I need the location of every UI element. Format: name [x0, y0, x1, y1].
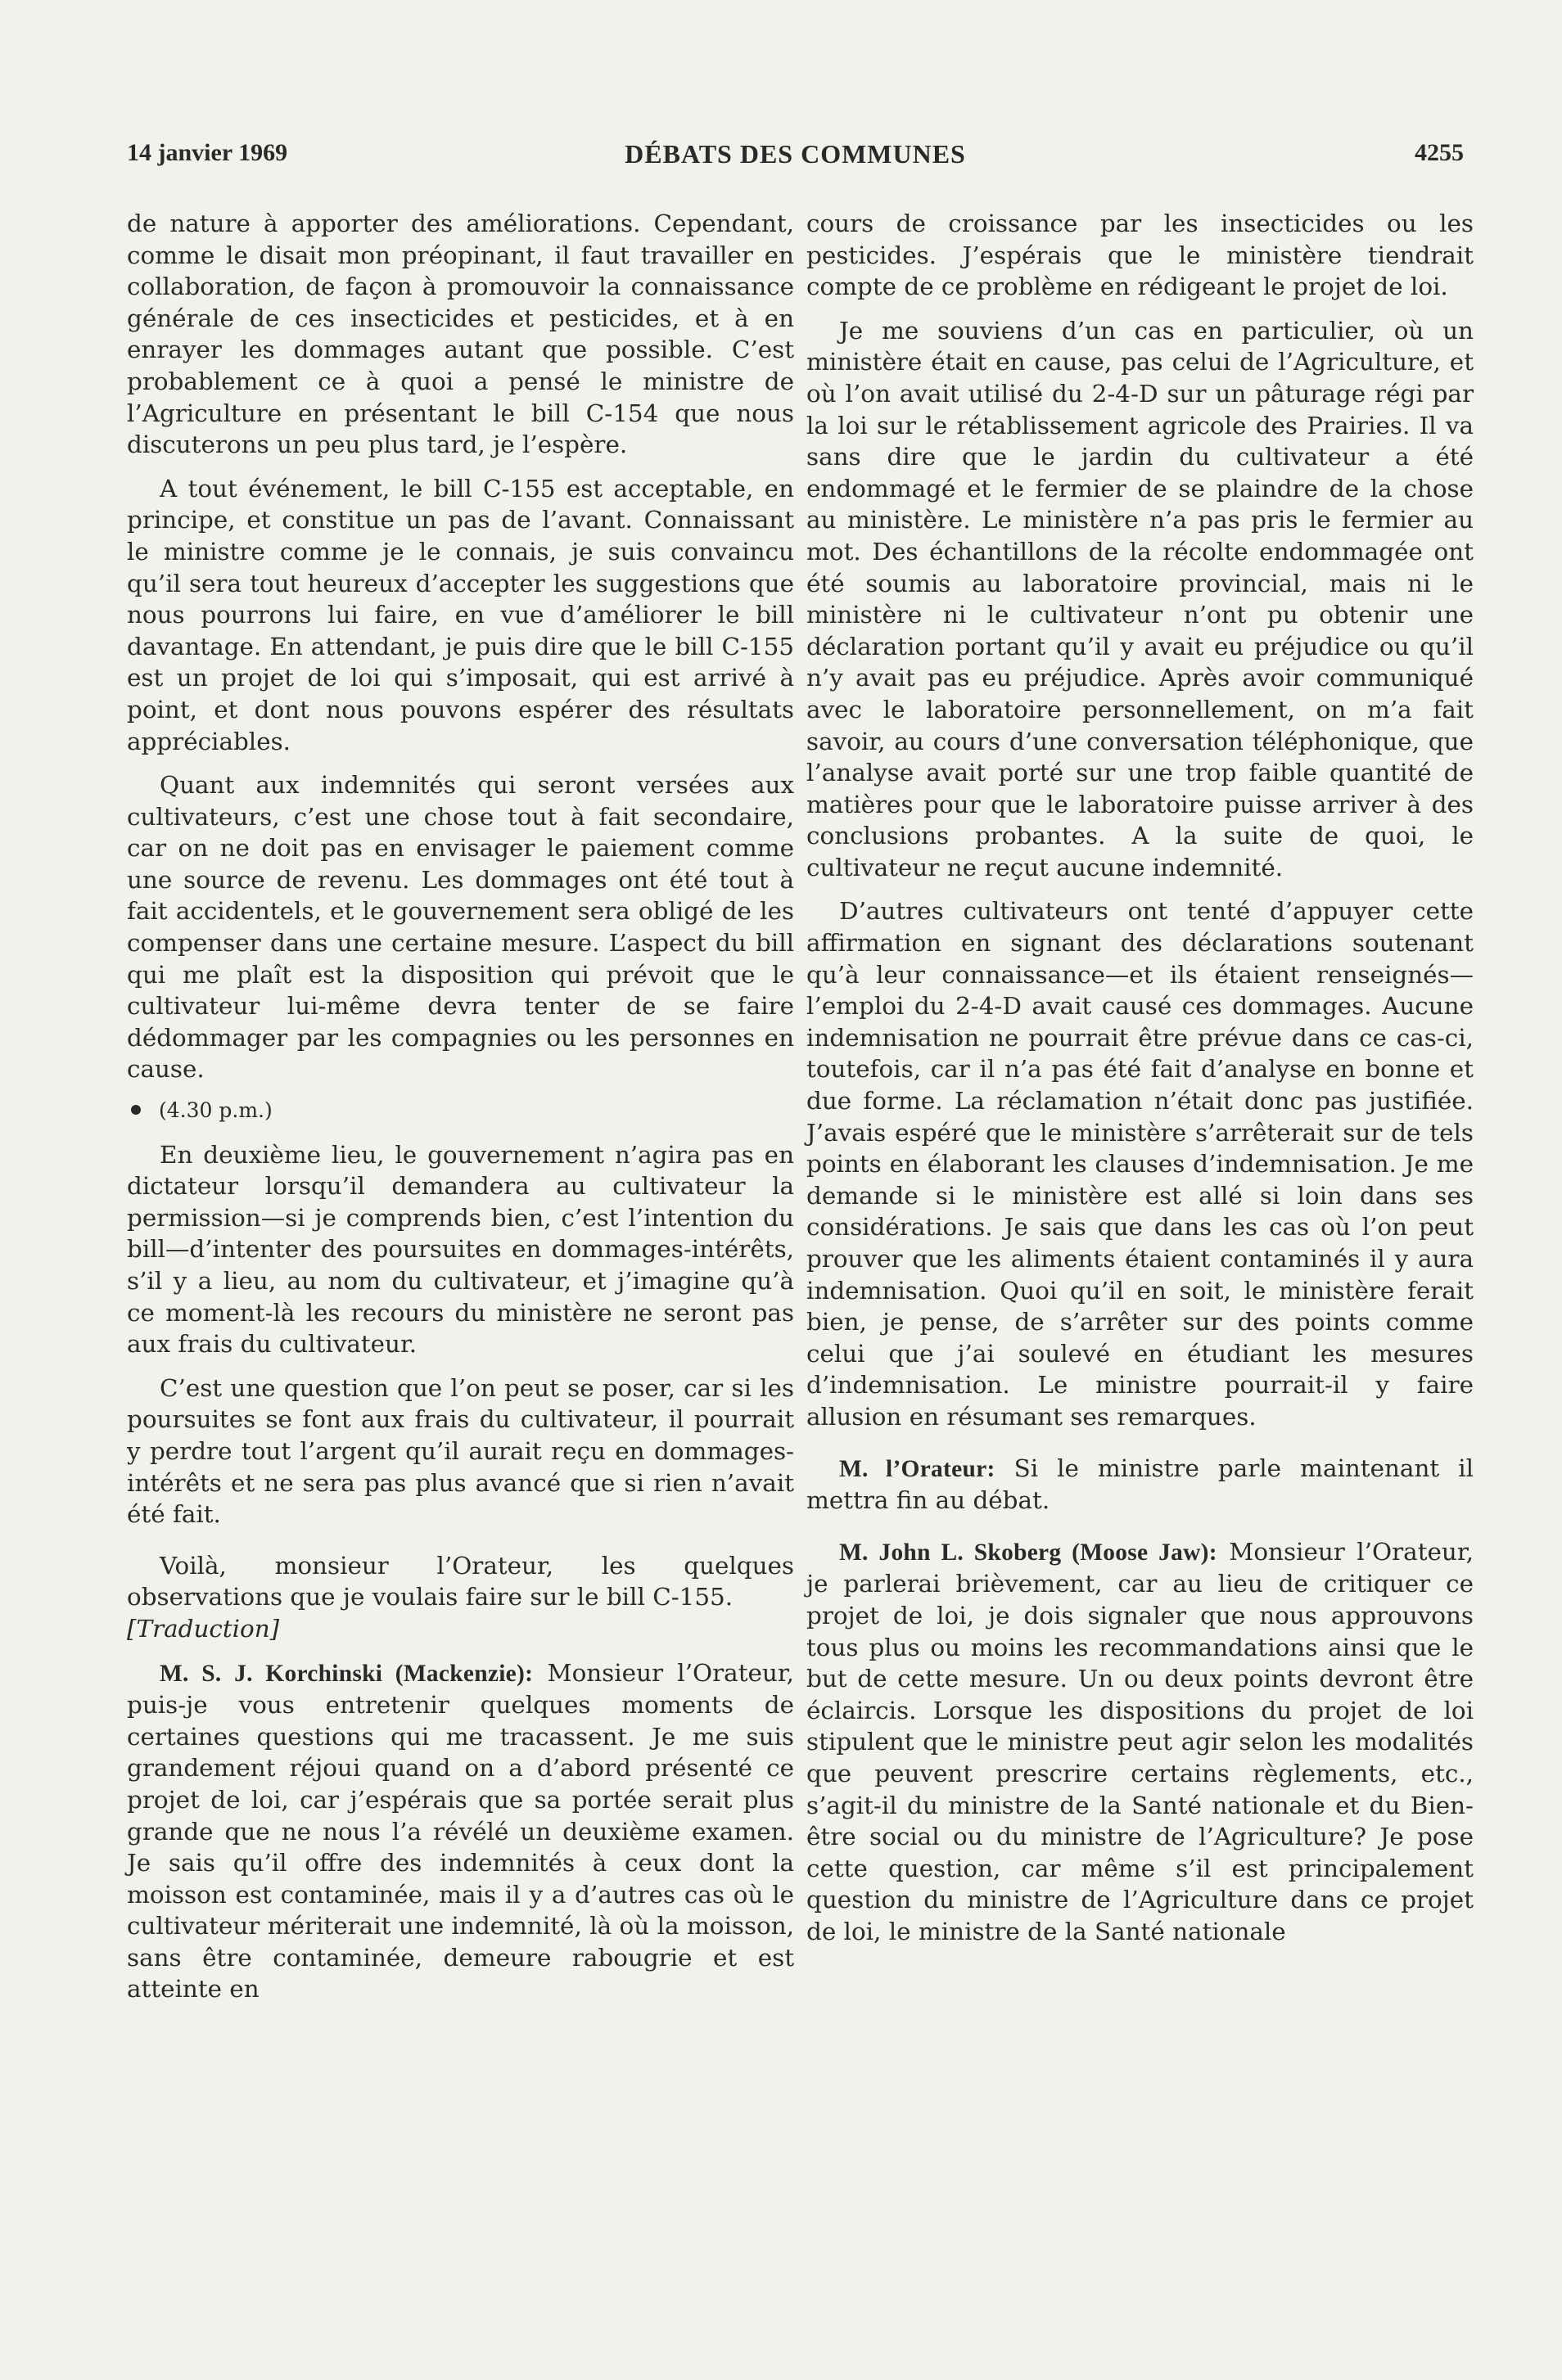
speech-paragraph	[806, 1453, 1474, 1517]
paragraph: A tout événement, le bill C-155 est acceptable, en principe, et constitue un pas de l’avant. Connaissant le ministre comme je le connais, je suis convaincu qu’il sera tout heureux d’accepter les suggestions que nous pourrons lui faire, en vue d’améliorer le bill davantage. En attendant, je puis dire que le bill C-155 est un projet de loi qui s’imposait, qui est arrivé à point, et dont nous pouvons espérer des résultats appréciables.	[127, 474, 794, 755]
paragraph: Quant aux indemnités qui seront versées aux cultivateurs, c’est une chose tout à fait secondaire, car on ne doit pas en envisager le paiement comme une source de revenu. Les dommages ont été tout à fait accidentels, et le gouvernement sera obligé de les compenser dans une certaine mesure. L’aspect du bill qui me plaît est la disposition qui prévoit que le cultivateur lui-même devra tenter de se faire dédommager par les compagnies ou les personnes en cause.	[127, 771, 794, 1084]
right-column	[806, 208, 1474, 1947]
page-number: 4255	[1415, 139, 1464, 166]
header-date: 14 janvier 1969	[127, 139, 288, 166]
speech-paragraph	[127, 1657, 794, 2006]
paragraph: En deuxième lieu, le gouvernement n’agira pas en dictateur lorsqu’il demandera au cultivateur la permission—si je comprends bien, c’est l’intention du bill—d’intenter des poursuites en dommages-intérêts, s’il y a lieu, au nom du cultivateur, et j’imagine qu’à ce moment-là les recours du ministère ne seront pas aux frais du cultivateur.	[127, 1140, 794, 1359]
paragraph: de nature à apporter des améliorations. Cependant, comme le disait mon préopinant, il faut travailler en collaboration, de façon à promouvoir la connaissance générale de ces insecticides et pesticides, et à en enrayer les dommages autant que possible. C’est probablement ce à quoi a pensé le ministre de l’Agriculture en présentant le bill C-154 que nous discuterons un peu plus tard, je l’espère.	[127, 210, 794, 459]
speech-paragraph	[806, 1536, 1474, 1948]
speaker-name: M. S. J. Korchinski (Mackenzie):	[160, 1660, 534, 1687]
time-marker-text: (4.30 p.m.)	[159, 1098, 273, 1123]
header-title: DÉBATS DES COMMUNES	[625, 139, 966, 169]
time-marker	[127, 1095, 794, 1127]
left-column	[127, 208, 794, 2005]
paragraph: D’autres cultivateurs ont tenté d’appuyer cette affirmation en signant des déclarations soutenant qu’à leur connaissance—et ils étaient renseignés—l’emploi du 2-4-D avait causé ces dommages. Aucune indemnisation ne pourrait être prévue dans ce cas-ci, toutefois, car il n’a pas été fait d’analyse en bonne et due forme. La réclamation n’était donc pas justifiée. J’avais espéré que le ministère s’arrêterait sur de tels points en élaborant les clauses d’indemnisation. Je me demande si le ministère est allé si loin dans ses considérations. Je sais que dans les cas où l’on peut prouver que les aliments étaient contaminés il y aura indemnisation. Quoi qu’il en soit, le ministère ferait bien, je pense, de s’arrêter sur des points comme celui que j’ai soulevé en étudiant les mesures d’indemnisation. Le ministre pourrait-il y faire allusion en résumant ses remarques.	[806, 897, 1474, 1431]
speech-text: Si le ministre parle maintenant il mettra fin au débat.	[806, 1454, 1474, 1515]
paragraph: C’est une question que l’on peut se poser, car si les poursuites se font aux frais du cultivateur, il pourrait y perdre tout l’argent qu’il aurait reçu en dommages-intérêts et ne sera pas plus avancé que si rien n’avait été fait.	[127, 1373, 794, 1529]
paragraph: cours de croissance par les insecticides ou les pesticides. J’espérais que le ministère tiendrait compte de ce problème en rédigeant le projet de loi.	[806, 210, 1474, 301]
paragraph: Je me souviens d’un cas en particulier, où un ministère était en cause, pas celui de l’Agriculture, et où l’on avait utilisé du 2-4-D sur un pâturage régi par la loi sur le rétablissement agricole des Prairies. Il va sans dire que le jardin du cultivateur a été endommagé et le fermier de se plaindre de la chose au ministère. Le ministère n’a pas pris le fermier au mot. Des échantillons de la récolte endommagée ont été soumis au laboratoire provincial, mais ni le ministère ni le cultivateur n’ont pu obtenir une déclaration portant qu’il y avait eu préjudice ou qu’il n’y avait pas eu préjudice. Après avoir communiqué avec le laboratoire personnellement, on m’a fait savoir, au cours d’une conversation téléphonique, que l’analyse avait porté sur une trop faible quantité de matières pour que le laboratoire puisse arriver à des conclusions probantes. A la suite de quoi, le cultivateur ne reçut aucune indemnité.	[806, 316, 1474, 881]
bullet-icon	[131, 1105, 141, 1115]
speaker-name: M. John L. Skoberg (Moose Jaw):	[839, 1539, 1217, 1566]
speech-text: Monsieur l’Orateur, puis-je vous entretenir quelques moments de certaines questions qui me tracassent. Je me suis grandement réjoui quand on a d’abord présenté ce projet de loi, car j’espérais que sa portée serait plus grande que ne nous l’a révélé un deuxième examen. Je sais qu’il offre des indemnités à ceux dont la moisson est contaminée, mais il y a d’autres cas où le cultivateur mériterait une indemnité, là où la moisson, sans être contaminée, demeure rabougrie et est atteinte en	[127, 1658, 794, 2004]
speaker-name: M. l’Orateur:	[839, 1455, 995, 1482]
speech-text: Monsieur l’Orateur, je parlerai brièvement, car au lieu de critiquer ce projet de loi, je dois signaler que nous approuvons tous plus ou moins les recommandations ainsi que le but de cette mesure. Un ou deux points devront être éclaircis. Lorsque les dispositions du projet de loi stipulent que le ministre peut agir selon les modalités que peuvent prescrire certains règlements, etc., s’agit-il du ministre de la Santé nationale et du Bien-être social ou du ministre de l’Agriculture? Je pose cette question, car même s’il est principalement question du ministre de l’Agriculture dans ce projet de loi, le ministre de la Santé nationale	[806, 1537, 1474, 1945]
translation-note: [Traduction]	[127, 1614, 280, 1643]
running-header	[127, 139, 1464, 175]
paragraph: Voilà, monsieur l’Orateur, les quelques observations que je voulais faire sur le bill C-155.	[127, 1551, 794, 1611]
